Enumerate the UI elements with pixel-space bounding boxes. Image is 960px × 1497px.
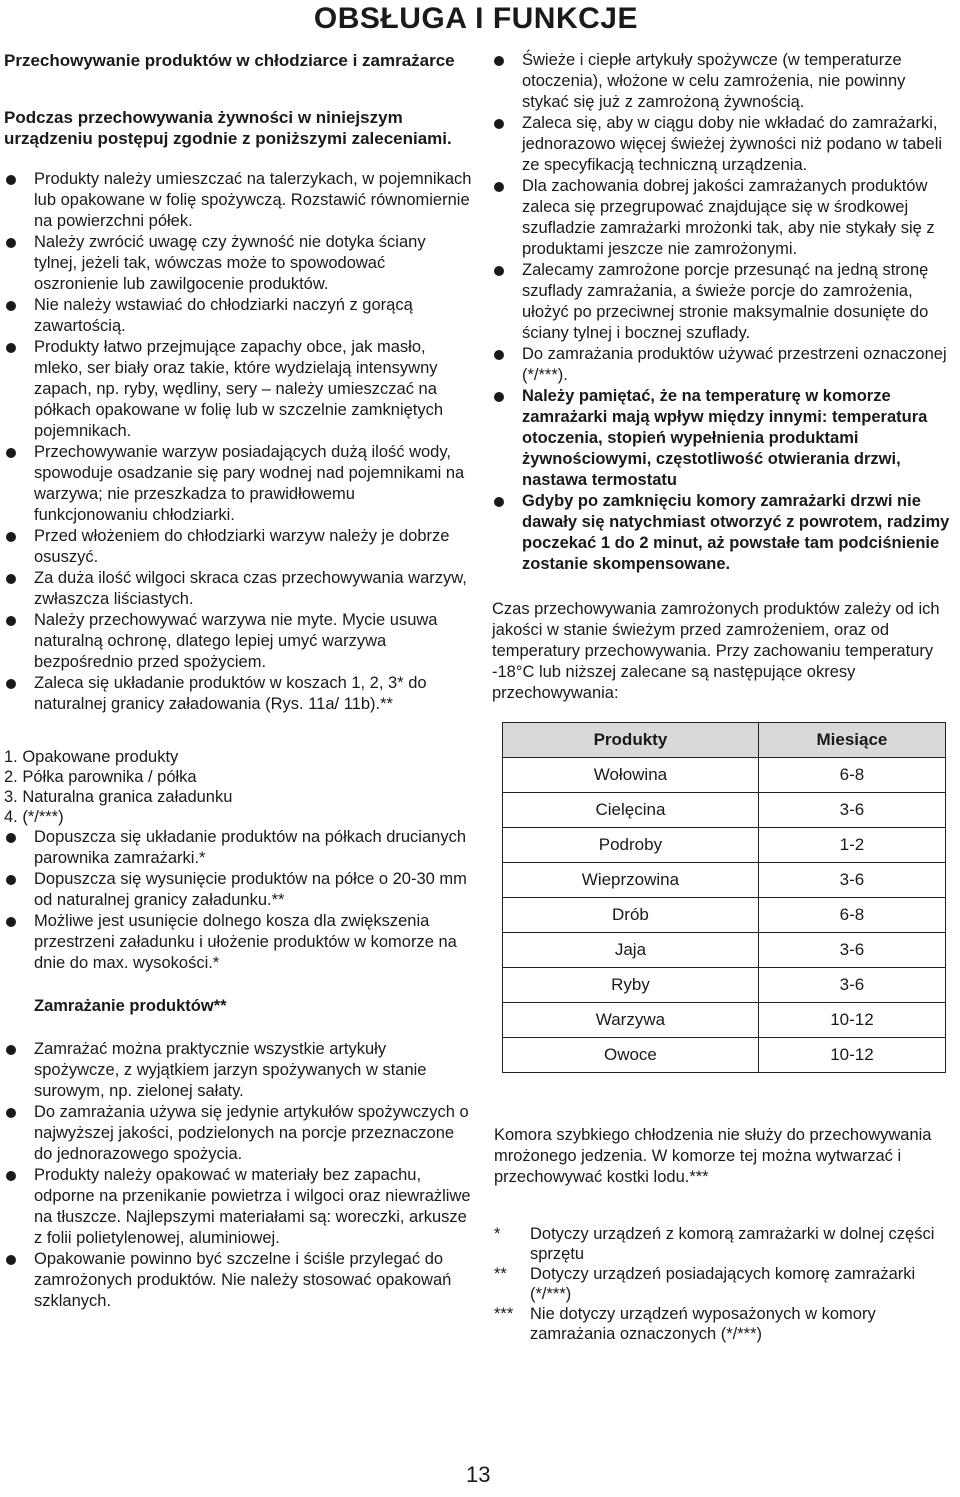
right-column bbox=[492, 50, 956, 1344]
months-cell: 10-12 bbox=[758, 1038, 945, 1073]
list-item: Zaleca się układanie produktów w koszach 1, 2, 3* do naturalnej granicy załadowania (Rys. 11a/ 11b).** bbox=[4, 673, 472, 715]
freezing-tips-list bbox=[4, 1039, 472, 1312]
table-row bbox=[503, 758, 946, 793]
table-row bbox=[503, 1003, 946, 1038]
list-item: Przechowywanie warzyw posiadających dużą ilość wody, spowoduje osadzanie się pary wodnej nad pojemnikami na warzywa; nie przeszkadza to prawidłowemu funkcjonowaniu chłodziarki. bbox=[4, 442, 472, 526]
numbered-legend bbox=[4, 747, 472, 827]
months-cell: 6-8 bbox=[758, 898, 945, 933]
list-item: Do zamrażania produktów używać przestrzeni oznaczonej (*/***). bbox=[492, 344, 956, 386]
table-header-row bbox=[503, 723, 946, 758]
list-item: Opakowanie powinno być szczelne i ściśle przylegać do zamrożonych produktów. Nie należy stosować opakowań szklanych. bbox=[4, 1249, 472, 1312]
list-item: Nie należy wstawiać do chłodziarki naczyń z gorącą zawartością. bbox=[4, 295, 472, 337]
months-cell: 3-6 bbox=[758, 863, 945, 898]
footnotes bbox=[492, 1224, 956, 1344]
freezing-subheading: Zamrażanie produktów** bbox=[34, 997, 227, 1015]
footnote-mark: ** bbox=[494, 1265, 507, 1283]
list-item: Do zamrażania używa się jedynie artykułów spożywczych o najwyższej jakości, podzielonych na porcje przeznaczone do jednorazowego spożycia. bbox=[4, 1102, 472, 1165]
list-item: Produkty łatwo przejmujące zapachy obce, jak masło, mleko, ser biały oraz takie, które wydzielają intensywny zapach, np. ryby, wędliny, sery – należy umieszczać na półkach opakowane w folię lub w szczelnie zamkniętych pojemnikach. bbox=[4, 337, 472, 442]
product-cell: Drób bbox=[503, 898, 759, 933]
page-number: 13 bbox=[466, 1462, 491, 1487]
table-row bbox=[503, 1038, 946, 1073]
table-row bbox=[503, 968, 946, 1003]
list-item: Dopuszcza się wysunięcie produktów na półce o 20-30 mm od naturalnej granicy załadunku.** bbox=[4, 869, 472, 911]
column-header: Miesiące bbox=[758, 723, 945, 758]
list-item: Należy pamiętać, że na temperaturę w komorze zamrażarki mają wpływ między innymi: temperatura otoczenia, stopień wypełnienia produktami żywnościowymi, częstotliwość otwierania drzwi, nastawa termostatu bbox=[492, 386, 956, 491]
list-item: Zaleca się, aby w ciągu doby nie wkładać do zamrażarki, jednorazowo więcej świeżej żywności niż podano w tabeli ze specyfikacją techniczną urządzenia. bbox=[492, 113, 956, 176]
table-row bbox=[503, 933, 946, 968]
footnote bbox=[492, 1224, 956, 1264]
table-row bbox=[503, 793, 946, 828]
list-item: Dla zachowania dobrej jakości zamrażanych produktów zaleca się przegrupować znajdujące się w środkowej szufladzie zamrażarki mrożonki tak, aby nie stykały się z produktami jeszcze nie zamrożonymi. bbox=[492, 176, 956, 260]
table-row bbox=[503, 863, 946, 898]
list-item: Produkty należy umieszczać na talerzykach, w pojemnikach lub opakowane w folię spożywczą. Rozstawić równomiernie na powierzchni półek. bbox=[4, 169, 472, 232]
months-cell: 3-6 bbox=[758, 793, 945, 828]
footnote-mark: * bbox=[494, 1225, 501, 1243]
footnote bbox=[492, 1304, 956, 1344]
list-item: Zamrażać można praktycznie wszystkie artykuły spożywcze, z wyjątkiem jarzyn spożywanych w stanie surowym, np. zielonej sałaty. bbox=[4, 1039, 472, 1102]
months-cell: 1-2 bbox=[758, 828, 945, 863]
list-item: Za duża ilość wilgoci skraca czas przechowywania warzyw, zwłaszcza liściastych. bbox=[4, 568, 472, 610]
product-cell: Wołowina bbox=[503, 758, 759, 793]
legend-item: 1. Opakowane produkty bbox=[4, 748, 179, 766]
section-title: Przechowywanie produktów w chłodziarce i zamrażarce bbox=[4, 51, 455, 70]
footnote-text: Nie dotyczy urządzeń wyposażonych w komory zamrażania oznaczonych (*/***) bbox=[530, 1305, 876, 1343]
list-item: Należy zwrócić uwagę czy żywność nie dotyka ściany tylnej, jeżeli tak, wówczas może to spowodować oszronienie lub zawilgocenie produktów. bbox=[4, 232, 472, 295]
months-cell: 3-6 bbox=[758, 933, 945, 968]
list-item: Produkty należy opakować w materiały bez zapachu, odporne na przenikanie powietrza i wilgoci oraz niewrażliwe na tłuszcze. Najlepszymi materiałami są: woreczki, arkusze z folii polietylenowej, aluminiowej. bbox=[4, 1165, 472, 1249]
intro-text: Podczas przechowywania żywności w niniejszym urządzeniu postępuj zgodnie z poniższymi zaleceniami. bbox=[4, 108, 452, 148]
list-item: Zalecamy zamrożone porcje przesunąć na jedną stronę szuflady zamrażania, a świeże porcje do zamrożenia, ułożyć po przeciwnej stronie maksymalnie dosunięte do ściany tylnej i bocznej szuflady. bbox=[492, 260, 956, 344]
page-header-title: OBSŁUGA I FUNKCJE bbox=[313, 2, 638, 35]
list-item: Przed włożeniem do chłodziarki warzyw należy je dobrze osuszyć. bbox=[4, 526, 472, 568]
list-item: Należy przechowywać warzywa nie myte. Mycie usuwa naturalną ochronę, dlatego lepiej umyć warzywa bezpośrednio przed spożyciem. bbox=[4, 610, 472, 673]
product-cell: Podroby bbox=[503, 828, 759, 863]
legend-item: 4. (*/***) bbox=[4, 808, 64, 826]
storage-time-paragraph: Czas przechowywania zamrożonych produktów zależy od ich jakości w stanie świeżym przed zamrożeniem, oraz od temperatury przechowywania. Przy zachowaniu temperatury -18°C lub niższej zalecane są następujące okresy przechowywania: bbox=[492, 600, 940, 702]
storage-period-table bbox=[502, 722, 946, 1073]
footnote bbox=[492, 1264, 956, 1304]
product-cell: Ryby bbox=[503, 968, 759, 1003]
list-item: Świeże i ciepłe artykuły spożywcze (w temperaturze otoczenia), włożone w celu zamrożenia, nie powinny stykać się już z zamrożoną żywnością. bbox=[492, 50, 956, 113]
product-cell: Wieprzowina bbox=[503, 863, 759, 898]
legend-item: 3. Naturalna granica załadunku bbox=[4, 788, 233, 806]
storage-tips-list bbox=[4, 169, 472, 715]
shelf-tips-list bbox=[4, 827, 472, 974]
quick-cool-paragraph: Komora szybkiego chłodzenia nie służy do przechowywania mrożonego jedzenia. W komorze tej można wytwarzać i przechowywać kostki lodu.*** bbox=[494, 1126, 932, 1186]
legend-item: 2. Półka parownika / półka bbox=[4, 768, 197, 786]
column-header: Produkty bbox=[503, 723, 759, 758]
list-item: Możliwe jest usunięcie dolnego kosza dla zwiększenia przestrzeni załadunku i ułożenie produktów w komorze na dnie do max. wysokości.* bbox=[4, 911, 472, 974]
footnote-text: Dotyczy urządzeń z komorą zamrażarki w dolnej części sprzętu bbox=[530, 1225, 935, 1263]
left-column bbox=[4, 50, 472, 1312]
months-cell: 10-12 bbox=[758, 1003, 945, 1038]
table-row bbox=[503, 828, 946, 863]
list-item: Gdyby po zamknięciu komory zamrażarki drzwi nie dawały się natychmiast otworzyć z powrotem, radzimy poczekać 1 do 2 minut, aż powstałe tam podciśnienie zostanie skompensowane. bbox=[492, 491, 956, 575]
product-cell: Warzywa bbox=[503, 1003, 759, 1038]
product-cell: Jaja bbox=[503, 933, 759, 968]
product-cell: Cielęcina bbox=[503, 793, 759, 828]
months-cell: 3-6 bbox=[758, 968, 945, 1003]
freezing-guidelines-list bbox=[492, 50, 956, 575]
footnote-text: Dotyczy urządzeń posiadających komorę zamrażarki (*/***) bbox=[530, 1265, 916, 1303]
footnote-mark: *** bbox=[494, 1305, 514, 1323]
table-row bbox=[503, 898, 946, 933]
list-item: Dopuszcza się układanie produktów na półkach drucianych parownika zamrażarki.* bbox=[4, 827, 472, 869]
product-cell: Owoce bbox=[503, 1038, 759, 1073]
months-cell: 6-8 bbox=[758, 758, 945, 793]
